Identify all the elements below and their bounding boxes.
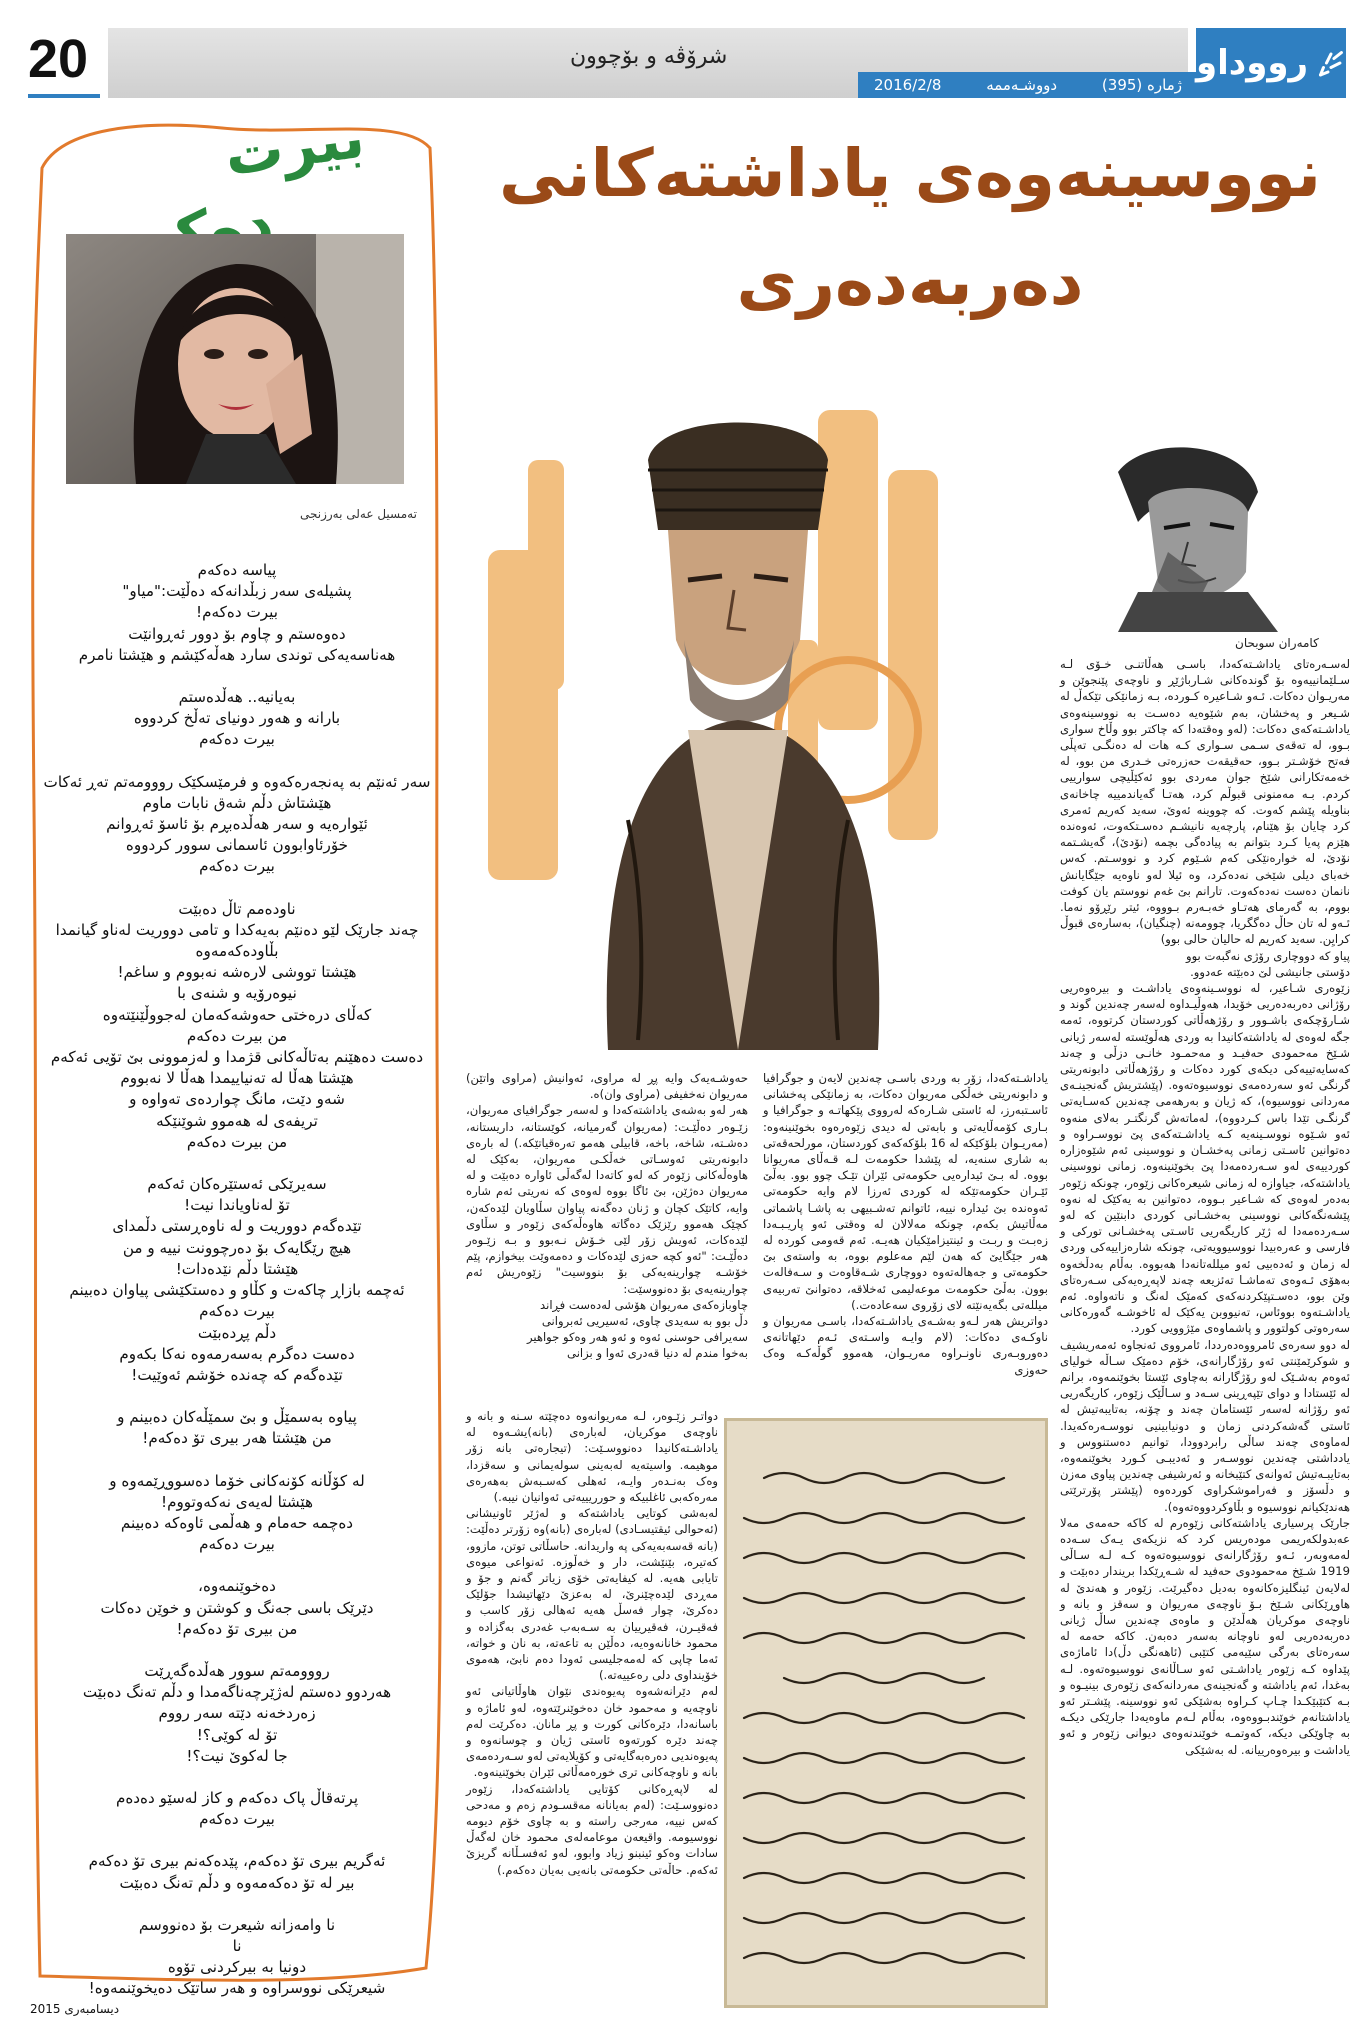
article-column-4 xyxy=(466,1408,718,1878)
poem-title-line-1: بیرت xyxy=(220,102,369,190)
article-paragraph: لە دوو سەرەی ئامرووەدەرددا، ئامرووی ئەنجاوە ئەمەریشیف و شوکرێمێنتی ئەو رۆژگارانەی، خۆم دەمێک سـاڵە خولیای ئەوەم بەشـێک لەو رۆژگارانە بەچاوی ئێستا بخوێنمەوە، برانم لە ئێستادا و دوای تێپەڕینی سـەد و سـاڵێک زێوەر، کاریگەریی ئەو رۆژانە لەسەر ئێستامان چەند و چۆنە، بەتایبەتیش لە ئاستی گەشەکردنی زمان و دونیابینیی نووسـەرەکەیدا. لەماوەی چەند ساڵی رابردوودا، توانیم دەستنووس و یادداشتی چەندین نووسـەر و ئەدیبـی کـورد بخوێنمەوە، بەتایبـەتیش ئەوانەی کتێبخانە و ئەرشیفی چەندین پیاوی مەزن و دڵسۆز و فەراموشکراوی کوردەوە (پێشتر پۆرترێتی هەندێکیانم نووسیوە و بڵاوکردووەتەوە). xyxy=(1060,1337,1350,1514)
poem-line: ئەگریم بیری تۆ دەکەم، پێدەکەنم بیری تۆ دەکەم xyxy=(88,1852,386,1871)
poem-stanza xyxy=(42,1407,432,1449)
poem-line: دەوەستم و چاوم بۆ دوور ئەڕوانێت xyxy=(128,624,346,643)
article-paragraph: پیاو کە دووچاری رۆژی نەگبەت بوو xyxy=(1185,948,1350,963)
poem-line: سەیرێکی ئەستێرەکان ئەکەم xyxy=(147,1175,327,1194)
article-paragraph: هەر لەو بەشەی یاداشتەکەدا و لەسەر جوگرافیای مەریوان، زێـوەر دەڵێـت: (مەریوان گەرمیانە، کوێستانە، داریستانە، دەشـتە، شاخە، باخە، قابیلی هەمو تەرەقیاتێکە.) لە بارەی دابونەریتی ئەوسـاتی خەڵکـی مەریوان، بەکێک لە هاوەڵەکانی زێوەر کە لەو کاتەدا لەگەڵی ئاوارە دەبێت و لە مەریوان دەژێن، بێ ئاگا بووە لەوەی کە نەریتی ئەم شارە وایە، کاتێک کچان و ژنان دەگەنە پیاوان سڵاویان لێدەکەن، کچێک هەموو رێزێک دەگاتە هاوەڵەکەی زێوەر و سڵاوی لێدەکات، ئەویش زۆر لێی خـۆش نـەبوو و بـە زێـوەر دەڵێـت: "ئەو کچە حەزی لێدەکات و دەمەوێت بیخوازم، پێم خۆشـە چوارینەیەکی بۆ بنووسیت" زێوەریش ئەم چوارینەیەی بۆ دەنووسێت: xyxy=(466,1103,748,1296)
poem-line: پیاوە بەسمێڵ و بێ سمێڵەکان دەبینم و xyxy=(117,1408,357,1427)
page-number-underline xyxy=(28,94,100,98)
poem-line: جا لەکوێ نیت؟! xyxy=(186,1746,288,1765)
poem-line: هێشتاش دڵم شەق نابات ماوم xyxy=(142,793,332,812)
article-paragraph: سەیرافی حوسنی ئەوە و ئەو هەر وەکو جواهیر xyxy=(526,1330,748,1345)
poem-line: من هێشتا هەر بیری تۆ دەکەم! xyxy=(142,1429,332,1448)
rudaw-logo[interactable] xyxy=(1196,28,1346,98)
poem-line: هێشتا هەڵا لە تەنیاییمدا هەڵا لا نەبووم xyxy=(120,1069,354,1088)
poet-portrait xyxy=(66,234,404,484)
poem-line: هێشتا لەیەی نەکەوتووم! xyxy=(160,1492,313,1511)
article-paragraph: حەوشـەیەک وایە پڕ لە مراوی، ئەوانیش (مراوی واتێن) مەریوان نەخفیفی (مراوی وان)ە. xyxy=(466,1071,748,1102)
poem-line: من بیرت دەکەم xyxy=(186,1132,288,1151)
author-name: کامەران سوبحان xyxy=(1235,636,1319,650)
article-paragraph: چاوبازەکەی مەریوان هۆشی لەدەست فڕاند xyxy=(540,1297,748,1312)
page-number: 20 xyxy=(28,29,89,89)
poem-line: ئێوارەیە و سەر هەڵدەبڕم بۆ ئاسۆ ئەڕوانم xyxy=(106,815,368,834)
logo-text: رووداو xyxy=(1196,43,1309,83)
poem-line: تریفەی لە هەموو شوێنێکە xyxy=(156,1111,318,1130)
headline-line-2: دەربەدەری xyxy=(736,243,1084,320)
poem-line: رووومەتم سوور هەڵدەگەڕێت xyxy=(144,1661,330,1680)
poem-line: بیرت دەکەم xyxy=(199,730,275,749)
poem-line: شیعرێکی نووسراوە و هەر ساتێک دەیخوێنمەوە! xyxy=(88,1979,386,1998)
poem-line: من بیری تۆ دەکەم! xyxy=(176,1619,298,1638)
issue-date: 2016/2/8 xyxy=(874,76,942,94)
poem-line: دەست دەهێنم بەتاڵەکانی قژمدا و لەزموونی بێ تۆیی ئەکەم xyxy=(50,1048,424,1067)
poem-line: بیرت دەکەم xyxy=(199,857,275,876)
poem-line: پرتەقاڵ پاک دەکەم و کاز لەسێو دەدەم xyxy=(115,1788,359,1807)
poem-stanza xyxy=(42,1661,432,1767)
poem-line: هەردوو دەستم لەژێرچەناگەمدا و دڵم تەنگ دەبێت xyxy=(82,1683,392,1702)
poem-line: بڵاودەکەمەوە xyxy=(195,942,279,961)
poem-line: ناودەمم تاڵ دەبێت xyxy=(178,899,296,918)
poem-line: کەڵای درەختی حەوشەکەمان لەجووڵێنێتەوە xyxy=(102,1005,372,1024)
poem-line: پیاسە دەکەم xyxy=(197,561,277,579)
article-paragraph: دۆستی جانیشی لێ دەبێتە عەدوو. xyxy=(1190,964,1350,979)
issue-day: دووشـەممە xyxy=(986,76,1058,94)
author-sketch-portrait xyxy=(1078,432,1304,632)
poem-line: خۆرئاوابوون ئاسمانی سوور کردووە xyxy=(125,836,349,855)
article-column-2 xyxy=(763,1070,1048,1378)
poem-line: بیرت دەکەم xyxy=(199,1302,275,1321)
article-paragraph: زێوەری شـاعیر، لە نووسـینەوەی یاداشـت و بیرەوەریی رۆژانی دەربەدەریی خۆیدا، هەوڵیـداوە لەسەر چەندین گوند و شـارۆچکەی باشـوور و رۆژهەڵاتی کوردستان کرتووە، ئەمە جگە لەوەی لە یاداشتەکانیدا بە وردی هەڵوێستە لەسەر ژیانی شـێخ مەحمودی حەفیـد و مەحمـود خانـی دزڵی و چەند کەسایەتییەکی دیکەی کورد دەکات و رۆژهەڵاتی دابونەریتی گرنگی ئەو سەردەمەی نووسیوەتەوە. (پێشتریش گەنجینـەی مەردانی نووسیوە)، کە ژیان و بەرهەمی چەندین کەسـایەتی گرنگـی تێدا باس کـردووە)، لەماتەش گرنگتـر بەلای منەوە ئەو شـێوە نووسـینەیە کـە یاداشـتەکەی پێ نووسـراوە و دەتوانین ئاسـتی زمانی پەخشـان و نووسینی ئەم شێوەزارە کوردییەی لەو سـەردەمەدا پێ بخوێنینەوە. زمانی نووسینی یاداشتەکە، جیاوازە لە زمانی شیعرەکانی زێوەر، چونکە زێوەر بەدەر لەوەی کە شـاعیر بـووە، دەتوانین بە یەکێک لە نەوە پێشەنگەکانی نووسینی بەخشـانی کوردی دابنێین کە لەو سـەردەمەدا لە ژێر کاریگەریی ئاسـتی پەخشـانی تورکی و فارسی و عەرەبیدا نووسیوویەتی، چونکە شارەزاییەکی وردی لە زمان و ئەدەبیی ئەو میللەتانەدا هەبووە. بەڵام بەدڵخەوە بەهۆی ئـەوەی تەماشـا تەئزیعە چەند لاپەڕەیەکی سـەرەتای وێن بوو، دەسـتپێکردنەکەی کەمێک لەنگ و ناتەواوە. ئەم یاداشـتەوە بووئاس، تەنیووبن یەکێک لە ئاخوشـە گەورەکانی سەرەوتی کولتوور و پاشماوەی مێژوویی کورد. xyxy=(1060,981,1350,1336)
article-paragraph: دواتریش هەر لـەو بەشـەی یاداشـتەکەدا، باسـی مەریوان و ناوکـەی دەکات: (لام وایـە واسـتەی ئـەم دێهاتانەی دەوروبـەری ناونـراوە مەریـوان، هەموو گوڵەکـە وەک حەوزی xyxy=(763,1314,1048,1377)
poem-line: تۆ لەناویاندا نیت! xyxy=(184,1196,290,1215)
poem-line: نا وامەزانە شیعرت بۆ دەنووسم xyxy=(138,1915,336,1934)
poem-line: هێشتا تووشی لارەشە نەبووم و ساغم! xyxy=(117,963,357,982)
article-paragraph: بەخوا مندم لە دنیا قەدری ئەوا و بزانی xyxy=(567,1346,748,1361)
headline-line-1: نووسینەوەی یاداشتەکانی xyxy=(498,135,1322,212)
article-paragraph: لەبەشی کوتایی یاداشتەکە و لەژێر ئاونیشانی (ئەحوالی ئیقتیسـادی) لەبارەی (بانە)وە زۆرتر دەڵێت: (بانە قەسەبەیەکی پە واریدانە. حاسڵاتی توتن، مازوو، کەتیرە، بێنێشت، دار و خەڵوزە. ئەنواعی میوەی تایابی هەیە. لە کیفایەتی خۆی زیاتر گەنم و جۆ و مەڕدی لێدەچێنرێ، لە بەعزێ دێهاتیشدا جۆلێک دەکرێ، چوار فەسڵ هەیە ئەهالی زۆر کاسب و فەقیـرن، فەقیرییان بە سـەبەب غەدری بەگزادە و محمود خانانەوەیە، دەڵێن بە تاعەتە، بە نان و خواتە، ئەما چاپی کە لەمەجلیسی ئەودا دەم نابێ، هەموی خۆینداوی دلی رەعییەتە.) xyxy=(466,1506,718,1683)
poem-line: نا xyxy=(232,1936,242,1955)
issue-number: ژمارە (395) xyxy=(1101,76,1182,94)
poem-line: دونیا بە بیرکردنی تۆوە xyxy=(167,1958,307,1977)
poem-line: دێرێک باسی جەنگ و کوشتن و خوێن دەکات xyxy=(100,1598,374,1617)
article-paragraph: لەم دێرانەشەوە پەیوەندی نێوان هاوڵاتیانی ئەو ناوچەیە و مەحمود خان دەخوێنرێتەوە، لەو ئاماژە و باسانەدا، دێرەکانی کورت و پڕ مانان. دەکرێت لەم چەند دێرە کورتەوە ئاستی ژیان و چوسانەوە و پەیوەندیی دەرەبەگایەتی و کۆیلایەتی لەو سـەردەمەی بانە و ناوچەکانی تری خورەمەڵاتی ئێران بخوێنینەوە. xyxy=(466,1684,718,1780)
poem-line: شەو دێت، مانگ چواردەی تەواوە و xyxy=(129,1090,345,1109)
poem-line: ئەچمە بازاڕ چاکەت و کڵاو و دەستکێشی پیاوان دەبینم xyxy=(69,1281,405,1300)
handwritten-manuscript-image xyxy=(724,1418,1048,2008)
article-headline xyxy=(470,120,1350,336)
poem-line: دەخوێنمەوە، xyxy=(198,1577,276,1596)
article-column-3 xyxy=(466,1070,748,1362)
sun-burst-icon xyxy=(1316,43,1346,83)
poem-stanza xyxy=(42,1471,432,1556)
poem-line: لە کۆڵانە کۆنەکانی خۆما دەسووڕێمەوە و xyxy=(109,1471,365,1490)
section-title: شرۆڤە و بۆچوون xyxy=(570,44,728,69)
poem-stanza xyxy=(42,1915,432,2000)
poem-line: من بیرت دەکەم xyxy=(186,1026,288,1045)
poem-line: دەچمە حەمام و هەڵمی ئاوەکە دەبینم xyxy=(120,1513,354,1532)
poem-stanza xyxy=(42,687,432,751)
poem-line: بیرت دەکەم xyxy=(199,1535,275,1554)
article-column-1 xyxy=(1060,656,1350,1758)
poem-line: زەردخەنە دێتە سەر رووم xyxy=(158,1704,316,1723)
poem-stanza xyxy=(42,899,432,1153)
poem-stanza xyxy=(42,1788,432,1830)
poem-line: بیرت دەکەم xyxy=(199,1810,275,1829)
poem-body xyxy=(42,560,432,2021)
poem-line: بیر لە تۆ دەکەمەوە و دڵم تەنگ دەبێت xyxy=(119,1873,355,1892)
article-paragraph: دڵ بوو بە سەیدی چاوی، ئەسیریی ئەبروانی xyxy=(541,1314,748,1329)
poem-line: پشیلەی سەر زبڵدانەکە دەڵێت:"میاو" xyxy=(122,582,352,601)
article-paragraph: دواتـر زێـوەر، لـە مەریوانەوە دەچێتە سـنە و بانە و ناوچەی موکریان، لەبارەی (بانە)یشـەوە لە یاداشـتەکانیدا دەنووسـێت: (تیجارەتی بانە زۆر موهیمە. واسیتەیە لەبەینی سولەیمانی و سەقزدا، وەک بەنـدەر وایـە، ئەهلی کەسـبەش بەهەرەی مەرەکەبی ئاغلبیکە و حورریییەتی ئەوانیان نیبە.) xyxy=(466,1409,718,1505)
poem-line: تۆ لە کوێی؟! xyxy=(196,1725,278,1744)
issue-bar xyxy=(858,72,1198,98)
poem-line: دڵم پڕدەبێت xyxy=(197,1323,277,1342)
dateline: دیسامبەری 2015 xyxy=(30,2002,120,2016)
poem-line: سەر ئەنێم بە پەنجەرەکەوە و فرمێسکێک رووومەتم تەڕ ئەکات xyxy=(43,772,431,791)
poem-line: بارانە و هەور دونیای تەڵخ کردووە xyxy=(133,709,341,728)
poem-line: چەند جارێک لێو دەنێم بەیەکدا و تامی دووریت لەناو گیانمدا xyxy=(55,920,419,939)
poem-line: هێشتا دڵم نێدەدات! xyxy=(175,1259,299,1278)
article-paragraph: لە لاپەڕەکانی کۆتایی یاداشتەکەدا، زێوەر دەنووسـێت: (لەم بەیانانە مەقسـودم زەم و مەدحی کەس نییە، مەرجی راستە و بە چاوی خۆم دیومە نووسیومە. واقیعەن موعامەلەی محمود خان لەگەڵ سادات وەکو ئینبنو زیاد وابوو، لەو ئەفسـڵانە گریزێ ئەکەم. حاڵەتی حکومەتی بانەیی بەیان دەکەم.) xyxy=(466,1781,718,1877)
poem-stanza xyxy=(42,560,432,666)
poem-line: بیرت دەکەم! xyxy=(196,603,278,622)
poem-line: هیچ رێگایەک بۆ دەرچوونت نییە و من xyxy=(122,1238,352,1257)
poem-line: نیوەرۆیە و شنەی با xyxy=(177,984,297,1003)
poem-stanza xyxy=(42,1576,432,1640)
poem-stanza xyxy=(42,1851,432,1893)
poem-line: بەیانیە.. هەڵدەستم xyxy=(178,688,296,707)
cleric-illustration xyxy=(488,400,998,1050)
poem-line: دەست دەگرم بەسەرمەوە نەکا بکەوم xyxy=(119,1344,355,1363)
article-paragraph: یاداشـتەکەدا، زۆر بە وردی باسـی چەندین لایەن و جوگرافیا و دابونەریتی خەڵکی مەریوان دەکات، بە زمانێکی پەخشانی ئاسـتبەرز، لە ئاستی شـارەکە لەرووی پێکهاتـە و جوگرافیا و بـاری کۆمەڵایەتی و بابەتی لە دیدی زێوەرەوە بخوێنینەوە: (مەریـوان بلۆکێکە لە 16 بلۆکەکەی کوردستان، مورلحەقەتی بە شاری سنەیە، لە پێشدا حکومەت لـە قـەڵای مەریوانا بووە. لە بـێ ئیدارەیی حکومەتی ئێران تێـک چوو بوو. بەڵێ ئێـران حکومەتێکە لە کوردی ئەرزا لام وایە حکومەتی ئەوەندە بێ ئیدارە نییە، ئاتوانم تەشـبیهی بە پاشـا پاشماتی مەڵاتیش بکەم، چونکە مەلالان لە وەقتی ئەو پاریـبـەدا زەبـت و ربـت و ئینتیزامێکیان هەیـە. ئەم قەومی کوردە لە هەر جێگایێ کە هەن لێم مەعلوم بووە، بە واستەی بێ حکومەتی و جەهالەتەوە دووچاری شـەقاوەت و سـەفالەت بوون. بەڵێ حکومەت موعەلیمی ئەخلاقە، دەتوانێ تەربیەی میللەتی بگەیەنێتە لای زۆروی سەعادەت.) xyxy=(763,1071,1048,1312)
poem-line: تێدەگەم کە چەندە خۆشم ئەوێیت! xyxy=(131,1365,343,1384)
poem-stanza xyxy=(42,772,432,878)
poem-stanza xyxy=(42,1174,432,1386)
article-paragraph: جارێک پرسیاری یاداشتەکانی زێوەرم لە کاکە حەمەی مەلا عەبدولکەریمی مودەریس کرد کە نزیکەی یـەک سـەدە لەمەوبەر، ئـەو رۆژگارانەی نووسیوەتەوە کـە لـە سـاڵی 1919 شـێخ مەحمودوی حەفید لە شـەڕێکدا بریندار دەبێت و لەلایەن ئینگلیزەکانەوە بەدیل دەگیرێت. زێوەر و هەندێ لە هاوڕێکانی شـێخ بـۆ ناوچەی مەریوان و سەقز و بانە و ناوچەی موکریان هەڵدێن و ماوەی چەندین ساڵ ژیانی دەربەدەریی لەو ناوچانە بەسەر دەبەن. کاکە حەمە لە سەرەتای بەرگی سێیەمی کتێبی (ئاهەنگی دڵ)دا ئاماژەی پێداوە کـە زێوەر یاداشـتی ئەو سـاڵانەی نووسیوەتەوە. لـه بەغدا، ئەم یاداشتە و گەنجینەی مەردانەکەی زێوەری بینیـوە و بـە کتێبێکـدا چـاپ کـراوە بەشێکی ئەو نووسینە. پێشـتر ئەو یاداشتانەم خوێندبـووەوە، بەڵام لـەم ماوەیەدا جارێکی دیکـە بە چاوێکی دیکە، کەوتمـە خوێندنەوەی دیوانی زێوەر و ئەو یاداشت و بیرەوەرییانە. لە بەشێکی xyxy=(1060,1515,1350,1757)
poem-line: تێدەگەم دووریت و لە ناوەڕستی دڵمدای xyxy=(112,1217,362,1236)
poem-line: هەناسەیەکی توندی سارد هەڵەکێشم و هێشتا نامرم xyxy=(78,645,396,664)
poet-name: تەمسیل عەلی بەرزنجی xyxy=(300,507,417,521)
article-paragraph: لەسـەرەتای یاداشـتەکەدا، باسـی هەڵاتنـی خـۆی لـە سـلێمانییەوە بۆ گوندەکانی شـارباژێڕ و ناوچەی پێنجوێن و مەریـوان دەکات. ئـەو شـاعیرە کـوردە، بـە زمانێکی تێکەڵ لە شـیعر و پەخشان، بەم شێوەیە دەسـت بە نووسینەوەی یاداشـتەکەی دەکات: (لەو وەقتەدا کە چاکتر بوو وڵاخ سواری بـوو، لە تەقەی سـمی سـواری کـە هات لە دەنگـی تەپڵی فەتح خۆشـتر بـوو، حەقیقەت حەزرەتی خـدری من بوو، لە خەمەتکارانی شێخ جوان مەردی بوو ئەکێڵیچی سوارییی کردم. بـە مەمنونی قبوڵم کرد، هەتـا گەیاندمییە چاخانەی بناویلە پێشم کەوت. کە چووینە ئەوێ، سەید کەریم ئەمری کرد چایان بۆ هێنام، پارچەیە نانیشـم دەسـتکەوت، ئەوەندە هێزم پەیا کـرد بتوانم بە پیادەگی بچمە (نۆدێ)، گەیشـتمە نۆدێ، لە خوارەنێکی کەم شـێوم کرد و نووسـتم. کەس خەبای دیلی شێخی نەدەکرد، وە ئیلا لەو ناوەیە جێگایانش نانمان دەست نەدەکەوت. تارانم بێ غەم نووستم یان کوفت بووم، بە گەرمای هەتـاو خەبـەرم بـوووە، ئیتر رێڕۆو نەما. ئـەو لە تان حاڵ دەگگریا، چوومەنە (چنگیان)، بەسارەی قبوڵ کرایِن. سەید کەریم لە حالیان حالی بوو) xyxy=(1060,657,1350,947)
